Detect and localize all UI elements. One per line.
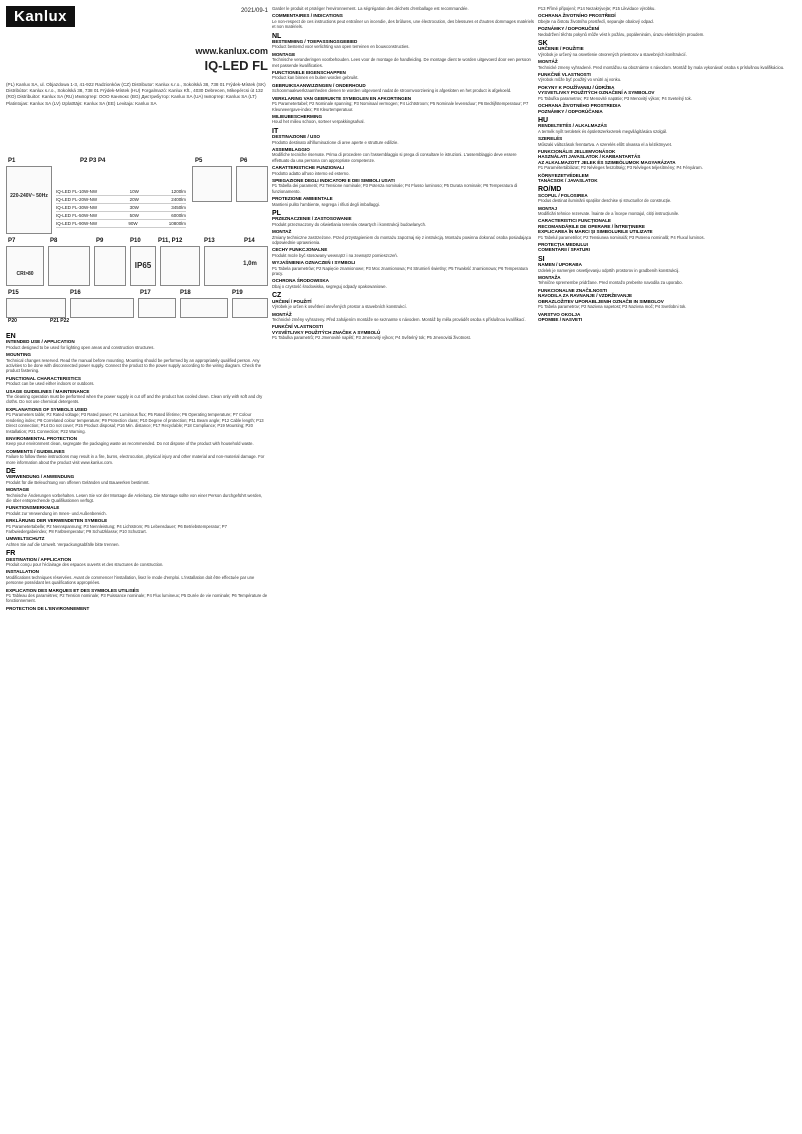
section-heading: COMMENTAIRES / INDICATIONS [272,13,343,19]
paragraph: P13 Přímé připojení; P14 Nezakrývejte; P15 Likvidace výrobku. [538,6,656,11]
fig-label-p8: P8 [50,238,58,244]
section-heading: DESTINATION / APPLICATION [6,556,72,562]
document-header [6,6,268,176]
text-column-3 [538,6,796,1128]
paragraph: Dbaj o czystość środowiska, segreguj odpady opakowaniowe. [272,283,387,289]
fig-label-p5: P5 [195,158,203,164]
section-heading: HASZNÁLATI JAVASLATOK / KARBANTARTÁS [538,154,641,160]
paragraph: Technische veranderingen voorbehouden. Lees voor de montage de handleiding. De montage dient te worden uitgevoerd door een persoon met passende kwalificaties. [272,57,531,68]
cable-length: 1,0m [243,261,257,267]
section-heading: VERKLARING VAN GEBRUIKTE SYMBOLEN EN AFKORTINGEN [272,95,412,101]
language-heading: SI [538,255,545,263]
paragraph: P1 Tabuľka parametrov; P2 Menovité napätie; P3 Menovitý výkon; P4 Svetelný tok. [538,95,692,101]
section-heading: OCHRANA ŽIVOTNÉHO PROSTREDIA [538,103,621,109]
paragraph: Technické změny vyhrazeny. Před zahájením montáže se seznamte s návodem. Montáž by měla provádět osoba s příslušnou kvalifikací. [272,316,526,322]
section-heading: OBRAZLOŽITEV UPORABLJENIH OZNAČB IN SIMBOLOV [538,298,664,304]
section-heading: FUNKCIONÁLIS JELLEMVONÁSOK [538,148,616,154]
fig-label-p6: P6 [240,158,248,164]
fig-label-p9: P9 [96,238,104,244]
paragraph: Produkt przeznaczony do oświetlania terenów otwartych i konstrukcji budowlanych. [272,221,427,227]
section-heading: EXPLICATION DES MARQUES ET DES SYMBOLES UTILISÉS [6,587,139,593]
section-heading: POKYNY K POUŽÍVANIU / ÚDRŽBA [538,84,615,90]
section-heading: COMMENTS / GUIDELINES [6,448,65,454]
language-heading: FR [6,550,16,558]
fig-label-p7: P7 [8,238,16,244]
paragraph: Produkt zur Verwendung im Innen- und Außenbereich. [6,510,107,516]
fig-p16-mount [70,298,134,318]
section-heading: UMWELTSCHUTZ [6,536,45,542]
section-heading: MONTAJ [538,205,558,211]
kanlux-logo: Kanlux [6,6,75,27]
language-heading: DE [6,467,16,475]
fig-label-p19: P19 [232,290,243,296]
section-heading: MONTAGE [6,487,30,493]
fig-p15-mount [6,298,66,318]
paragraph: P1 Tabulka parametrů; P2 Jmenovité napětí; P3 Jmenovitý výkon; P4 Světelný tok; P5 Jmenovitá životnost. [272,335,471,341]
spec-row: IQ-LED FL-90W-NW 90W 10800lm [56,221,186,226]
section-heading: PROTEZIONE AMBIENTALE [272,196,333,202]
paragraph: Tehnične spremembe pridržane. Pred montažo preberite navodila za uporabo. [538,280,683,286]
paragraph: Houd het milieu schoon, sorteer verpakkingsafval. [272,119,365,125]
paragraph: P1 Tableau des paramètres; P2 Tension nominale; P3 Puissance nominale; P4 Flux lumineux; P5 Durée de vie nominale; P6 Température de fonctionnement. [6,593,268,604]
section-heading: RECOMANDĂRILE DE OPERARE / ÎNTREȚINERE [538,223,645,229]
section-heading: MONTÁŽ [272,311,292,317]
paragraph: P1 Paramétertáblázat; P2 Névleges feszültség; P3 Névleges teljesítmény; P4 Fényáram. [538,165,703,171]
section-heading: VARSTVO OKOLJA [538,311,581,317]
paragraph: Schoonmaakwerkzaamheden dienen te worden uitgevoerd nadat de stroomvoorziening is afgesloten en het product is afgekoeld. [272,88,512,94]
fig-p5-lifetime [192,166,232,202]
fig-label-p17: P17 [140,290,151,296]
section-heading: RENDELTETÉS / ALKALMAZÁS [538,123,607,129]
website: www.kanlux.com [195,46,268,56]
fig-label-p21-p22: P21 P22 [50,318,70,324]
spec-row: IQ-LED FL-50W-NW 50W 6000lm [56,213,186,218]
section-heading: VYSVĚTLIVKY POUŽITÝCH ZNAČEK A SYMBOLŮ [272,329,381,335]
section-heading: WYJAŚNIENIA OZNACZEŃ I SYMBOLI [272,260,356,266]
section-heading: MONTÁŽ [538,59,558,65]
paragraph: Modifiche tecniche riservate. Prima di procedere con l'assemblaggio si prega di consultare le istruzioni. L'assemblaggio deve essere effettuato da una persona con appropriate competenze. [272,152,517,163]
section-heading: USAGE GUIDELINES / MAINTENANCE [6,388,90,394]
address-block: (PL) Kanlux SA, ul. Objazdowa 1-3, 41-922 Radzionków (CZ) Distributor: Kanlux s.r.o., Sokolská 38, 738 01 Frýdek-Místek (SK) Distribútor: Kanlux s.r.o., Sokolská 38, 738 01 Frýdek-Místek (HU) Forgalmazó: Kanlux Kft., 4030 Debrecen, Mikepércsi út 132 (RO) Distribuitor: Kanlux SA (RU) Импортер: ООО Канлюкс (BG) Дистрибутор: Kanlux SA (UA) Імпортер: Kanlux SA (LT) Platintojas: Kanlux SA (LV) Izplatītājs: Kanlux SA (EE) Levitaja: Kanlux SA [6,82,266,106]
section-heading: FUNKČNÉ VLASTNOSTI [538,72,591,78]
section-heading: GEBRUIKSAANWIJZINGEN / ONDERHOUD [272,82,366,88]
section-heading: AZ ALKALMAZOTT JELEK ÉS SZIMBÓLUMOK MAGYARÁZATA [538,159,676,165]
fig-p6-temperature [236,166,268,202]
section-heading: URČENÍ / POUŽITÍ [272,298,312,304]
section-heading: MONTAŽA [538,275,561,281]
paragraph: Produkt für die Beleuchtung von offenen Geländen und Bauwerken bestimmt. [6,479,150,485]
paragraph: Technische Änderungen vorbehalten. Lesen Sie vor der Montage die Anleitung. Die Montage sollte von einer Person durchgeführt werden, die über entsprechende Qualifikationen verfügt. [6,492,263,503]
fig-p13-cable [204,246,268,286]
section-heading: PROTECTION DE L'ENVIRONNEMENT [6,605,90,611]
fig-label-p16: P16 [70,290,81,296]
paragraph: Produit conçu pour l'éclairage des espaces ouverts et des structures de construction. [6,562,164,568]
paragraph: Műszaki változások fenntartva. A szerelés előtt olvassa el a kézikönyvet. [538,141,673,147]
paragraph: P1 Tabella dei parametri; P2 Tensione nominale; P3 Potenza nominale; P4 Flusso luminoso; P5 Durata nominale; P6 Temperatura di funzionamento. [272,183,518,194]
section-heading: NAVODILA ZA RAVNANJE / VZDRŽEVANJE [538,293,633,299]
voltage-label: 220-240V~ 50Hz [10,193,48,199]
paragraph: P1 Parametertabelle; P2 Nennspannung; P3 Nennleistung; P4 Lichtstrom; P5 Lebensdauer; P6 Betriebstemperatur; P7 Farbwiedergabeindex; P8 Farbtemperatur; P9 Schutzklasse; P10 Schutzart. [6,523,227,534]
language-heading: CZ [272,292,282,300]
paragraph: Prodotto destinato all'illuminazione di aree aperte e strutture edilizie. [272,139,399,145]
paragraph: Failure to follow these instructions may result in a fire, burns, electrocution, physical injury and other material and non-material damage. For more information about the product visit www.kanlux.com. [6,454,265,465]
document-date: 2021/09-1 [240,8,268,14]
fig-label-p20: P20 [8,318,17,324]
language-heading: IT [272,127,279,135]
section-heading: MONTAŻ [272,229,292,235]
section-heading: MONTAGE [272,51,296,57]
paragraph: Výrobek je určen k osvětlení otevřených prostor a stavebních konstrukcí. [272,304,407,310]
paragraph: Modifications techniques réservées. Avant de commencer l'installation, lisez le mode d'emploi. L'installation doit être effectuée par une personne possédant les qualifications appropriées. [6,574,255,586]
paragraph: Le non-respect de ces instructions peut entraîner un incendie, des brûlures, une électrocution, des blessures et d'autres dommages matériels et non matériels. [272,18,534,30]
section-heading: OPOMBE / NASVETI [538,316,583,322]
paragraph: Výrobok môže byť použitý vo vnútri aj vonku. [538,77,622,83]
language-heading: NL [272,32,282,40]
section-heading: VERWENDUNG / ANWENDUNG [6,474,75,480]
ip-rating: IP65 [134,261,152,270]
section-heading: PRZEZNACZENIE / ZASTOSOWANIE [272,216,352,222]
language-heading: SK [538,40,548,48]
fig-label-p10: P10 [130,238,141,244]
section-heading: POZNÁMKY / DOPORUČENÍ [538,26,600,32]
section-heading: DESTINAZIONE / USO [272,134,320,140]
paragraph: P1 Tabela parametrov; P2 Nazivna napetost; P3 Nazivna moč; P4 Svetlobni tok. [538,304,687,310]
section-heading: FUNCTIONAL CHARACTERISTICS [6,375,81,381]
fig-p19-mount [232,298,268,318]
paragraph: Technické zmeny vyhradené. Pred montážou sa oboznámte s návodom. Montáž by mala vykonávať osoba s príslušnou kvalifikáciou. [538,64,785,70]
paragraph: Mantieni pulito l'ambiente, segrega i rifiuti degli imballaggi. [272,201,380,207]
section-heading: CARATTERISTICHE FUNZIONALI [272,165,345,171]
fig-label-p14: P14 [244,238,255,244]
section-heading: MILIEUBESCHERMING [272,113,323,119]
fig-p17-mount [138,298,176,318]
paragraph: Dbejte na čistotu životního prostředí, separujte obalový odpad. [538,18,654,24]
fig-label-p11-p12: P11, P12 [158,238,183,244]
spec-row: IQ-LED FL-10W-NW 10W 1200lm [56,189,186,194]
section-heading: TANÁCSOK / JAVASLATOK [538,177,598,183]
fig-p8-cct [48,246,90,286]
paragraph: The cleaning operation must be performed when the power supply is cut off and the product has cooled down. Clean only with soft and dry cloths. Do not use chemical detergents. [6,394,263,405]
section-heading: ENVIRONMENTAL PROTECTION [6,435,78,441]
section-heading: EXPLICAREA ÎN MARCI ȘI SIMBOLURILE UTILIZATE [538,229,653,235]
section-heading: FUNKTIONSMERKMALE [6,505,60,511]
section-heading: EXPLANATIONS OF SYMBOLS USED [6,406,88,412]
section-heading: CARACTERISTICI FUNCȚIONALE [538,218,611,224]
section-heading: MOUNTING [6,352,32,358]
paragraph: P1 Parametertabel; P2 Nominale spanning; P3 Nominaal vermogen; P4 Lichtstroom; P5 Nominale levensduur; P6 Bedrijfstemperatuur; P7 Kleurweergave-index; P8 Kleurtemperatuur. [272,101,529,112]
fig-p11-beam [160,246,200,286]
paragraph: Garder le produit et protéger l'environnement. La ségrégation des déchets d'emballage est recommandée. [272,6,469,11]
fig-label-p18: P18 [180,290,191,296]
paragraph: Product can be used either indoors or outdoors. [6,381,95,387]
paragraph: Zmiany techniczne zastrzeżone. Przed przystąpieniem do montażu zapoznaj się z instrukcją. Montażu powinna dokonać osoba posiadająca odpowiednie uprawnienia. [272,234,532,246]
section-heading: FUNCTIONELE EIGENSCHAPPEN [272,70,346,76]
fig-label-p1: P1 [8,158,16,164]
spec-table [56,188,186,228]
section-heading: URČENIE / POUŽITIE [538,46,584,52]
paragraph: Product kan binnen en buiten worden gebruikt. [272,75,359,81]
section-heading: OCHRONA ŚRODOWISKA [272,278,329,284]
section-heading: PROTECȚIA MEDIULUI [538,242,588,248]
paragraph: Výrobok je určený na osvetlenie otvorených priestorov a stavebných konštrukcií. [538,51,687,57]
paragraph: Product bestemd voor verlichting van open terreinen en bouwconstructies. [272,44,410,50]
section-heading: NAMEN / UPORABA [538,262,582,268]
section-heading: ASSEMBLAGGIO [272,146,310,152]
fig-p9-class [94,246,126,286]
paragraph: Izdelek je namenjen osvetljevanju odprtih prostorov in gradbenih konstrukcij. [538,267,680,273]
section-heading: INSTALLATION [6,569,40,575]
section-heading: INTENDED USE / APPLICATION [6,339,75,345]
paragraph: Prodotto adatto all'uso interno ed esterno. [272,170,350,176]
fig-p1-voltage [6,166,52,234]
section-heading: FUNKCIONALNE ZNAČILNOSTI [538,287,607,293]
section-heading: SZERELÉS [538,136,563,142]
fig-p18-mount [180,298,228,318]
section-heading: POZNÁMKY / ODPORÚČANIA [538,108,603,114]
paragraph: Keep your environment clean, segregate the packaging waste as recommended. Do not dispose of the product with household waste. [6,441,254,447]
fig-label-p13: P13 [204,238,215,244]
paragraph: Product designed to be used for lighting open areas and construction structures. [6,344,155,350]
paragraph: A termék nyílt területek és épületszerkezetek megvilágítására szolgál. [538,128,668,134]
fig-p7-cri [6,246,44,286]
section-heading: KÖRNYEZETVÉDELEM [538,172,589,178]
paragraph: Produkt może być stosowany wewnątrz i na zewnątrz pomieszczeń. [272,252,398,258]
section-heading: COMENTARII / SFATURI [538,247,590,253]
language-heading: EN [6,333,16,340]
paragraph: Produs destinat iluminării spațiilor deschise și structurilor de construcție. [538,198,672,204]
fig-p10-ip [130,246,156,286]
cri-label: CRI>80 [16,271,34,277]
section-heading: SPIEGAZIONE DEGLI INDICATORI E DEI SIMBOLI USATI [272,177,395,183]
paragraph: P1 Tabelul parametrilor; P2 Tensiunea nominală; P3 Puterea nominală; P4 Fluxul luminos. [538,234,705,240]
section-heading: SCOPUL / FOLOSIREA [538,192,588,198]
paragraph: Modificări tehnice rezervate. Înainte de a începe montajul, citiți instrucțiunile. [538,211,680,216]
section-heading: BESTEMMING / TOEPASSINGSGEBIED [272,39,358,45]
language-heading: RO/MD [538,186,562,194]
section-heading: OCHRANA ŽIVOTNÍHO PROSTŘEDÍ [538,13,616,19]
paragraph: Nedodržení těchto pokynů může vést k požáru, popáleninám, úrazu elektrickým proudem. [538,31,705,37]
spec-row: IQ-LED FL-20W-NW 20W 2400lm [56,197,186,202]
section-heading: FUNKČNÍ VLASTNOSTI [272,324,324,330]
section-heading: CECHY FUNKCJONALNE [272,247,328,253]
model-title: IQ-LED FL [204,58,268,73]
section-heading: VYSVETLIVKY POUŽITÝCH OZNAČENÍ A SYMBOLOV [538,90,655,96]
paragraph: Technical changes reserved. Read the manual before mounting. Mounting should be performed by an appropriately qualified person. Any activities to be done with disconnected power supply. Connect the product to the power supply according to the wiring diagram. Check the product fastening. [6,357,262,374]
language-heading: PL [272,210,281,217]
text-column-1 [6,330,268,1128]
paragraph: Achten Sie auf die Umwelt. Verpackungsabfälle bitte trennen. [6,541,120,547]
fig-label-p2-p4: P2 P3 P4 [80,158,106,164]
paragraph: P1 Parameters table; P2 Rated voltage; P3 Rated power; P4 Luminous flux; P5 Rated lifetime; P6 Operating temperature; P7 Colour rendering index; P8 Correlated colour temperature; P9 Protection class; P10 Degree of protection; P11 Beam angle; P12 Cable length; P13 Direct connection; P14 Do not cover; P15 Product disposal; P16 Min. distance; P17 Recyclable; P18 Compliance; P19 Mounting; P20 Installation; P21 Connection; P22 Warning. [6,412,264,434]
language-heading: HU [538,116,549,124]
spec-row: IQ-LED FL-30W-NW 30W 3450lm [56,205,186,210]
fig-label-p15: P15 [8,290,19,296]
paragraph: P1 Tabela parametrów; P2 Napięcie znamionowe; P3 Moc znamionowa; P4 Strumień świetlny; P5 Trwałość znamionowa; P6 Temperatura pracy. [272,265,528,277]
section-heading: ERKLÄRUNG DER VERWENDETEN SYMBOLE [6,518,108,524]
text-column-2 [272,6,534,1128]
